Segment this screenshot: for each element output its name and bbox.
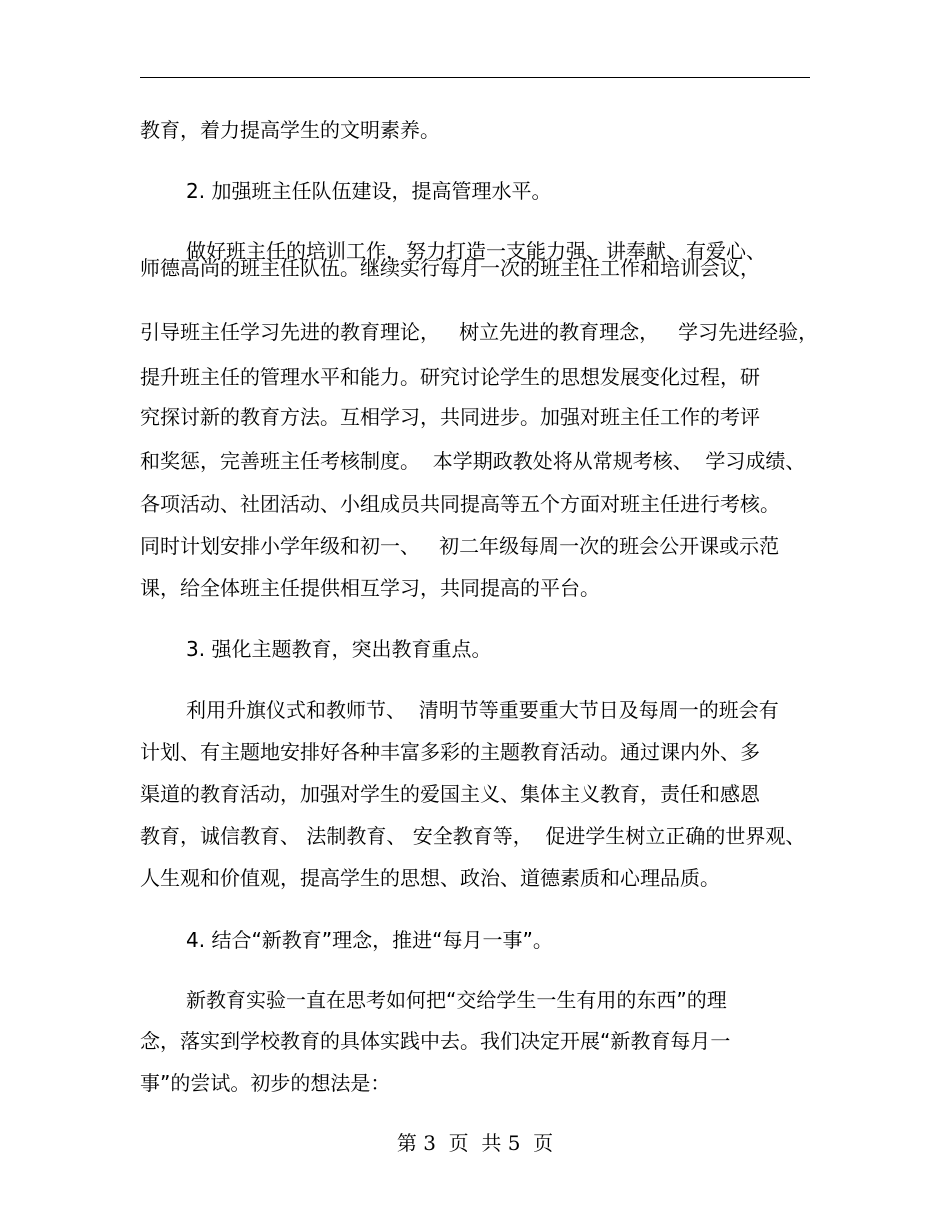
paragraph-line: 新教育实验一直在思考如何把“交给学生一生有用的东西”的理 — [186, 988, 727, 1012]
paragraph-line: 究探讨新的教育方法。互相学习，共同进步。加强对班主任工作的考评 — [140, 405, 760, 429]
paragraph-line: 渠道的教育活动，加强对学生的爱国主义、集体主义教育，责任和感恩 — [140, 782, 760, 806]
paragraph-line: 各项活动、社团活动、小组成员共同提高等五个方面对班主任进行考核。 — [140, 492, 780, 516]
paragraph-line: 师德高尚的班主任队伍。继续实行每月一次的班主任工作和培训会议， — [140, 256, 760, 280]
paragraph-line: 念，落实到学校教育的具体实践中去。我们决定开展“新教育每月一 — [140, 1029, 731, 1053]
paragraph-line: 课，给全体班主任提供相互学习，共同提高的平台。 — [140, 576, 600, 600]
paragraph-line: 和奖惩，完善班主任考核制度。 本学期政教处将从常规考核、 学习成绩、 — [140, 449, 806, 473]
header-rule — [140, 77, 810, 78]
paragraph-line: 人生观和价值观，提高学生的思想、政治、道德素质和心理品质。 — [140, 866, 720, 890]
paragraph-line: 做好班主任的培训工作，努力打造一支能力强、讲奉献、有爱心、 — [186, 239, 766, 263]
paragraph-line: 提升班主任的管理水平和能力。研究讨论学生的思想发展变化过程，研 — [140, 365, 760, 389]
paragraph-line: 同时计划安排小学年级和初一、 初二年级每周一次的班会公开课或示范 — [140, 534, 780, 558]
paragraph-line: 事”的尝试。初步的想法是： — [140, 1071, 391, 1095]
section-heading-4: 4. 结合“新教育”理念，推进“每月一事”。 — [186, 928, 553, 952]
paragraph-line: 教育，诚信教育、 法制教育、 安全教育等， 促进学生树立正确的世界观、 — [140, 824, 806, 848]
paragraph-line: 利用升旗仪式和教师节、 清明节等重要重大节日及每周一的班会有 — [186, 698, 779, 722]
paragraph-line: 计划、有主题地安排好各种丰富多彩的主题教育活动。通过课内外、多 — [140, 740, 760, 764]
page-number-footer: 第 3 页 共 5 页 — [396, 1131, 554, 1155]
text-line: 教育，着力提高学生的文明素养。 — [140, 118, 440, 142]
paragraph-line: 引导班主任学习先进的教育理论， 树立先进的教育理念， 学习先进经验， — [140, 320, 819, 344]
section-heading-3: 3. 强化主题教育，突出教育重点。 — [186, 637, 492, 661]
section-heading-2: 2. 加强班主任队伍建设，提高管理水平。 — [186, 179, 552, 203]
